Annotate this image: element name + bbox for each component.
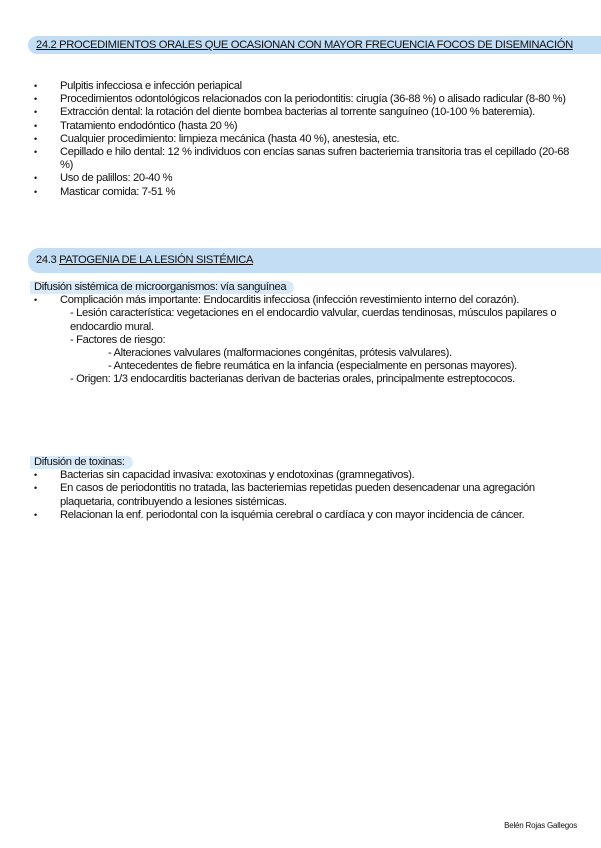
dash-item: - Factores de riesgo:: [70, 333, 166, 346]
list-item: • Tratamiento endodóntico (hasta 20 %): [32, 120, 572, 133]
section-header-24-3: [28, 248, 601, 273]
list-item: • Bacterias sin capacidad invasiva: exotoxinas y endotoxinas (gramnegativos).: [32, 469, 572, 482]
list-item: • Relacionan la enf. periodontal con la isquémia cerebral o cardíaca y con mayor incidencia de cáncer.: [32, 509, 572, 522]
subsection-heading: Difusión de toxinas:: [30, 456, 133, 469]
risk-item: - Antecedentes de fiebre reumática en la infancia (especialmente en personas mayores).: [108, 360, 517, 373]
list-item: • Cualquier procedimiento: limpieza mecánica (hasta 40 %), anestesia, etc.: [32, 133, 572, 146]
list-item: • En casos de periodontitis no tratada, las bacteriemias repetidas pueden desencadenar una agregación plaquetaria, contribuyendo a lesiones sistémicas.: [32, 482, 572, 508]
subsection-toxins: [32, 456, 572, 522]
section-24-2-list: [32, 80, 572, 199]
section-number-24-3: 24.3: [36, 254, 60, 266]
subsection-systemic-diffusion: [32, 281, 572, 387]
section-title-24-3: PATOGENIA DE LA LESIÓN SISTÉMICA: [59, 254, 254, 266]
subsection-heading: Difusión sistémica de microorganismos: vía sanguínea: [30, 281, 294, 294]
list-item: • Pulpitis infecciosa e infección periapical: [32, 80, 572, 93]
list-item: • Cepillado e hilo dental: 12 % individuos con encías sanas sufren bacteriemia transitoria tras el cepillado (20-68 %): [32, 146, 572, 172]
risk-item: - Alteraciones valvulares (malformaciones congénitas, prótesis valvulares).: [108, 347, 452, 360]
list-item: • Masticar comida: 7-51 %: [32, 186, 572, 199]
section-title-24-2: 24.2 PROCEDIMIENTOS ORALES QUE OCASIONAN CON MAYOR FRECUENCIA FOCOS DE DISEMINACIÓN: [36, 39, 573, 51]
list-item: • Uso de palillos: 20-40 %: [32, 172, 572, 185]
list-item: • Extracción dental: la rotación del diente bombea bacterias al torrente sanguíneo (10-100 % bateremia).: [32, 106, 572, 119]
list-item: • Procedimientos odontológicos relacionados con la periodontitis: cirugía (36-88 %) o alisado radicular (8-80 %): [32, 93, 572, 106]
dash-item: - Lesión característica: vegetaciones en el endocardio valvular, cuerdas tendinosas, músculos papilares o endocardio mural.: [70, 307, 557, 333]
section-header-24-2: [28, 36, 601, 54]
dash-item: - Origen: 1/3 endocarditis bacterianas derivan de bacterias orales, principalmente estreptococos.: [70, 373, 515, 386]
author-signature: Belén Rojas Gallegos: [504, 821, 577, 830]
list-item: • Complicación más importante: Endocarditis infecciosa (infección revestimiento interno del corazón).: [32, 294, 572, 307]
